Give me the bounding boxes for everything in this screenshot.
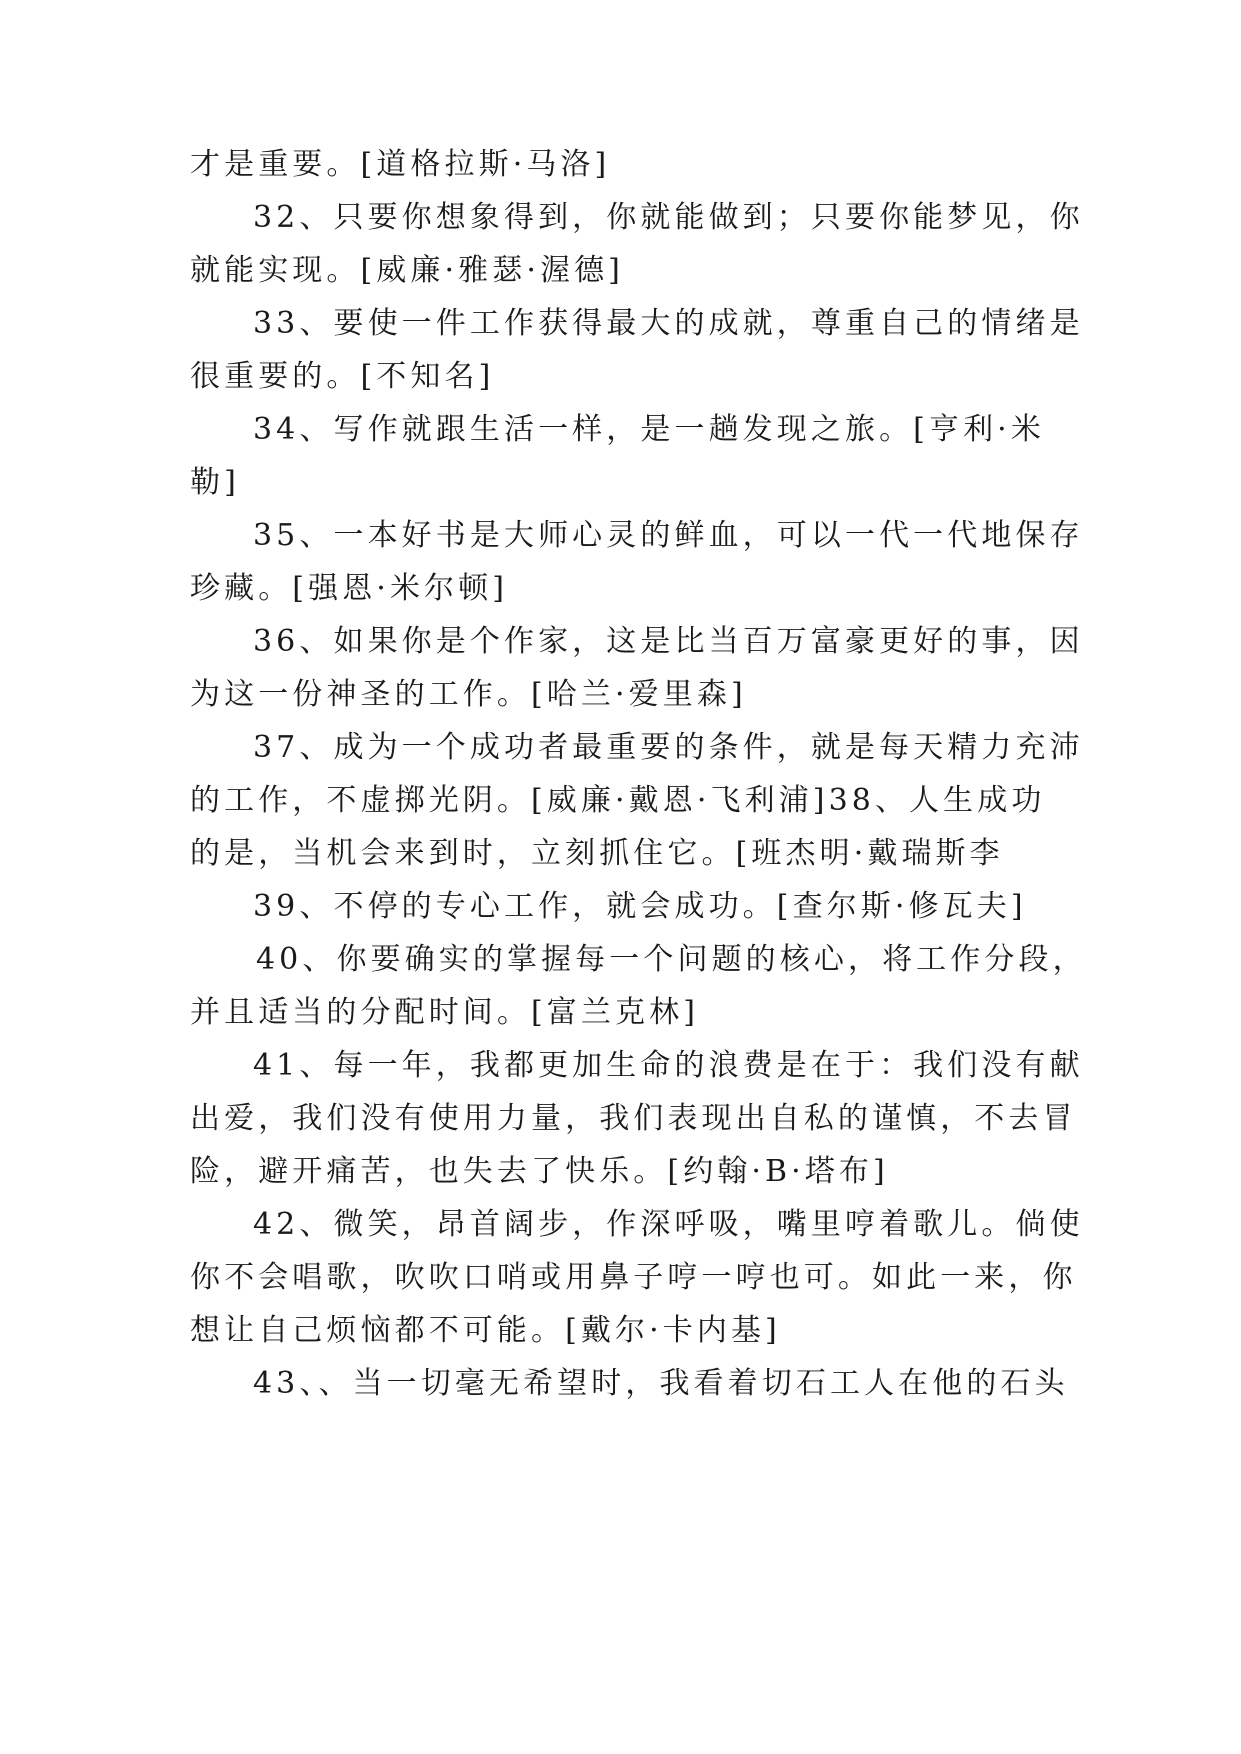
quote-41: 41、每一年，我都更加生命的浪费是在于：我们没有献 bbox=[253, 1048, 1084, 1083]
text-line: 很重要的。[不知名] bbox=[190, 359, 495, 394]
text-line: 想让自己烦恼都不可能。[戴尔·卡内基] bbox=[190, 1313, 781, 1348]
text-line: 才是重要。[道格拉斯·马洛] bbox=[190, 147, 611, 182]
text-line: 你不会唱歌，吹吹口哨或用鼻子哼一哼也可。如此一来，你 bbox=[190, 1260, 1077, 1295]
text-line: 勒] bbox=[190, 465, 240, 500]
quote-39: 39、不停的专心工作，就会成功。[查尔斯·修瓦夫] bbox=[253, 889, 1027, 924]
quote-34: 34、写作就跟生活一样，是一趟发现之旅。[亨利·米 bbox=[253, 412, 1045, 447]
text-line: 并且适当的分配时间。[富兰克林] bbox=[190, 995, 700, 1030]
quote-37: 37、成为一个成功者最重要的条件，就是每天精力充沛 bbox=[253, 730, 1084, 765]
quote-36: 36、如果你是个作家，这是比当百万富豪更好的事，因 bbox=[253, 624, 1084, 659]
quote-35: 35、一本好书是大师心灵的鲜血，可以一代一代地保存 bbox=[253, 518, 1084, 553]
quote-43: 43、、当一切毫无希望时，我看着切石工人在他的石头 bbox=[253, 1366, 1069, 1401]
text-line: 险，避开痛苦，也失去了快乐。[约翰·B·塔布] bbox=[190, 1154, 889, 1189]
text-line: 的是，当机会来到时，立刻抓住它。[班杰明·戴瑞斯李 bbox=[190, 836, 1004, 871]
text-line: 就能实现。[威廉·雅瑟·渥德] bbox=[190, 253, 624, 288]
text-line: 的工作，不虚掷光阴。[威廉·戴恩·飞利浦]38、人生成功 bbox=[190, 783, 1046, 818]
text-line: 珍藏。[强恩·米尔顿] bbox=[190, 571, 509, 606]
quote-42: 42、微笑，昂首阔步，作深呼吸，嘴里哼着歌儿。倘使 bbox=[253, 1207, 1084, 1242]
text-line: 出爱，我们没有使用力量，我们表现出自私的谨慎，不去冒 bbox=[190, 1101, 1077, 1136]
quote-32: 32、只要你想象得到，你就能做到；只要你能梦见，你 bbox=[253, 200, 1084, 235]
quote-40: 40、你要确实的掌握每一个问题的核心，将工作分段， bbox=[256, 942, 1087, 977]
text-line: 为这一份神圣的工作。[哈兰·爱里森] bbox=[190, 677, 747, 712]
quote-33: 33、要使一件工作获得最大的成就，尊重自己的情绪是 bbox=[253, 306, 1084, 341]
